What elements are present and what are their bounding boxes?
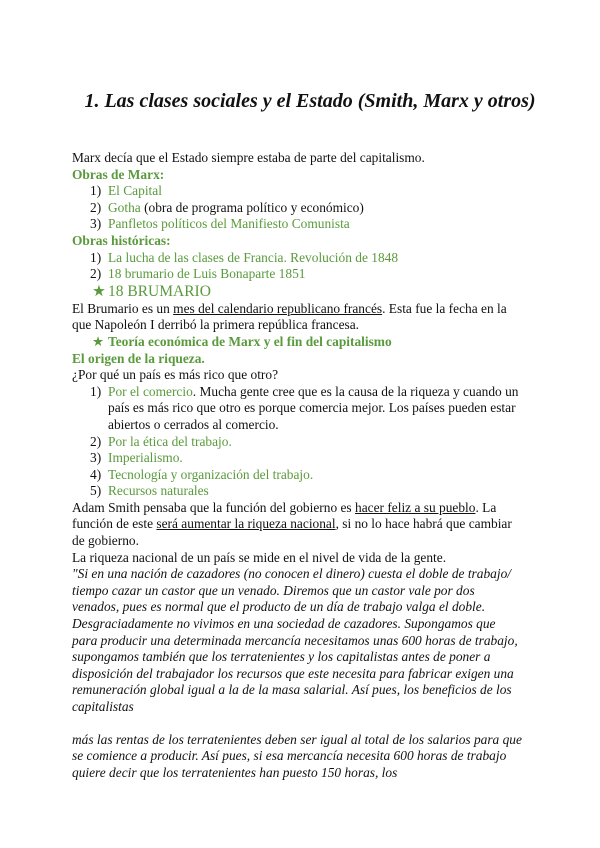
list-item: 1) Por el comercio. Mucha gente cree que es la causa de la riqueza y cuando un país es más rico que otro es porque comercia mejor. Los países pueden estar abiertos o cerrados al comercio. (90, 383, 519, 432)
brumario-heading: ★ 18 BRUMARIO (92, 282, 211, 300)
origen-heading: El origen de la riqueza. (72, 350, 205, 366)
list-item: 2) 18 brumario de Luis Bonaparte 1851 (90, 266, 306, 282)
list-item: 4) Tecnología y organización del trabajo. (90, 466, 314, 482)
riqueza-paragraph: La riqueza nacional de un país se mide en el nivel de vida de la gente. (72, 549, 447, 565)
origen-list (72, 384, 524, 500)
intro-paragraph: Marx decía que el Estado siempre estaba de parte del capitalismo. (72, 150, 425, 165)
obras-marx-heading: Obras de Marx: (72, 166, 165, 182)
star-bullet-icon: ★ (92, 333, 105, 349)
origen-question: ¿Por qué un país es más rico que otro? (72, 367, 279, 383)
document-body (72, 150, 524, 781)
star-bullet-icon: ★ (92, 282, 106, 300)
obras-historicas-heading: Obras históricas: (72, 232, 171, 248)
obras-historicas-list (72, 250, 524, 283)
list-item: 1) La lucha de las clases de Francia. Revolución de 1848 (90, 249, 399, 265)
page-title: 1. Las clases sociales y el Estado (Smith, Marx y otros) (84, 90, 536, 112)
list-item: 2) Gotha (obra de programa político y económico) (90, 199, 364, 215)
list-item: 1) El Capital (90, 183, 162, 199)
obras-marx-list (72, 183, 524, 233)
quote-paragraph-2: más las rentas de los terratenientes deben ser igual al total de los salarios para que se comience a producir. Así pues, si esa mercancía necesita 600 horas de trabajo quiere decir que los terratenientes han puesto 150 horas, los (72, 731, 522, 780)
quote-paragraph-1: "Si en una nación de cazadores (no conocen el dinero) cuesta el doble de trabajo/ tiempo cazar un castor que un venado. Diremos que un castor vale por dos venados, pues es normal que el producto de un día de trabajo valga el doble. Desgraciadamente no vivimos en una sociedad de cazadores. Supongamos que para producir una determinada mercancía necesitamos unas 600 horas de trabajo, supongamos también que los terratenientes y los capitalistas antes de poner a disposición del trabajador los recursos que este necesita para fabricar exigen una remuneración global igual a la de la masa salarial. Así pues, los beneficios de los capitalistas (72, 566, 518, 714)
teoria-heading: ★ Teoría económica de Marx y el fin del capitalismo (92, 333, 392, 349)
brumario-paragraph: El Brumario es un mes del calendario republicano francés. Esta fue la fecha en la que Napoleón I derribó la primera república francesa. (72, 300, 507, 333)
list-item: 3) Imperialismo. (90, 450, 183, 466)
smith-paragraph: Adam Smith pensaba que la función del gobierno es hacer feliz a su pueblo. La función de este será aumentar la riqueza nacional, si no lo hace habrá que cambiar de gobierno. (72, 499, 512, 549)
paragraph-gap (72, 716, 524, 732)
list-item: 5) Recursos naturales (90, 483, 209, 499)
list-item: 2) Por la ética del trabajo. (90, 433, 232, 449)
list-item: 3) Panfletos políticos del Manifiesto Comunista (90, 216, 350, 232)
